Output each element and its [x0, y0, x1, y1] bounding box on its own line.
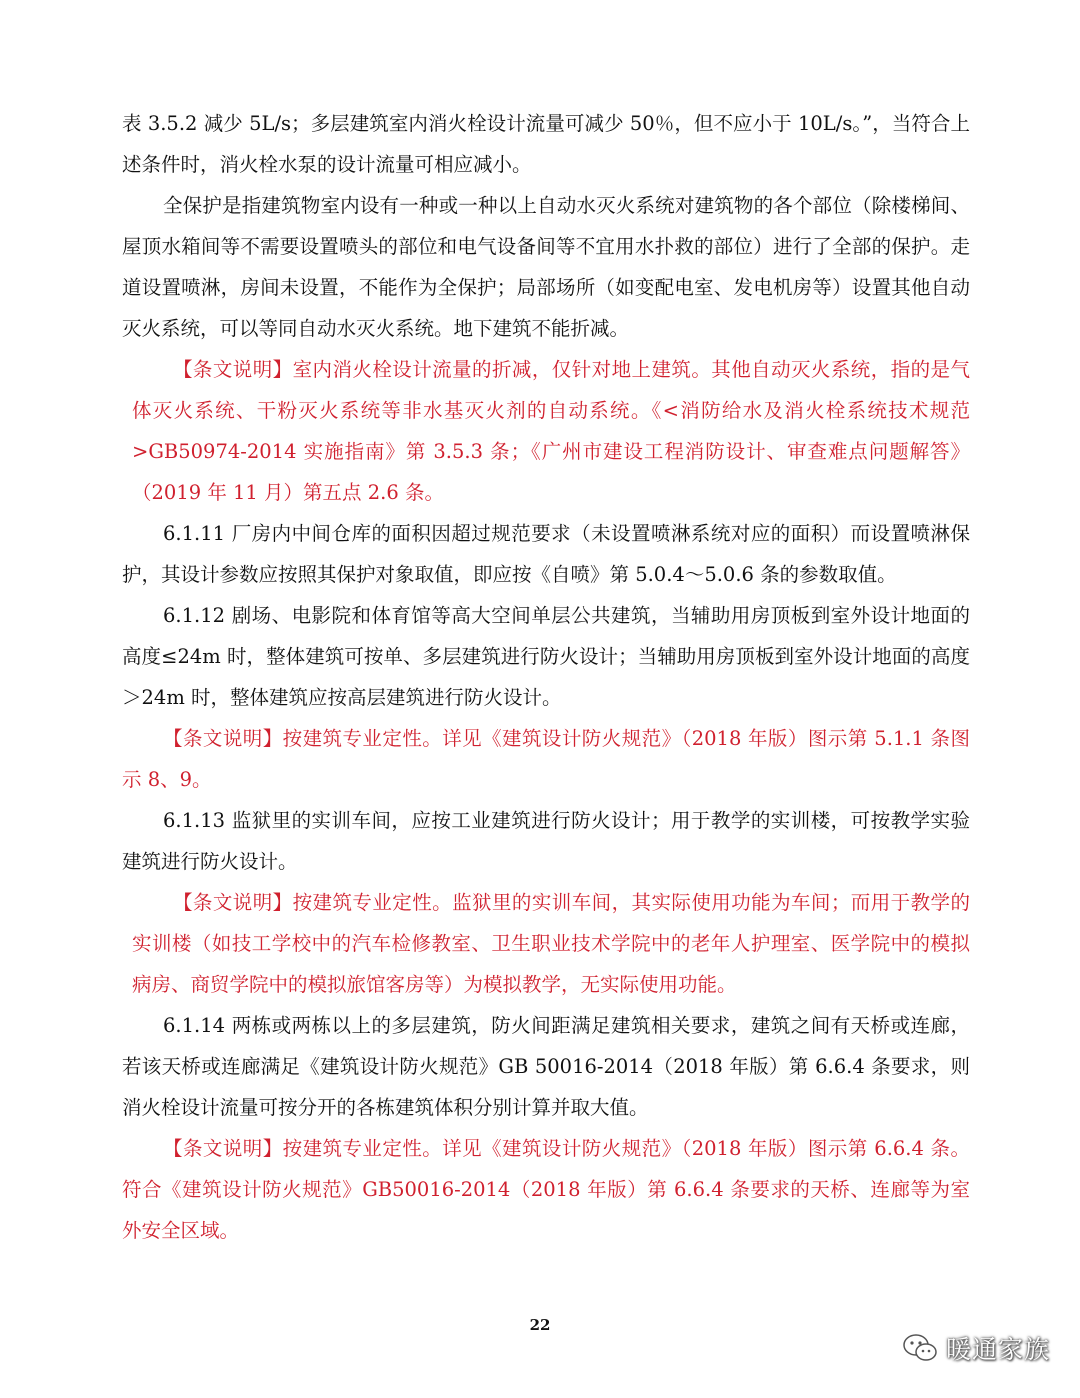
clause-6-1-13: 6.1.13 监狱里的实训车间，应按工业建筑进行防火设计；用于教学的实训楼，可按教学实验建筑进行防火设计。	[122, 809, 970, 873]
clause-6-1-14: 6.1.14 两栋或两栋以上的多层建筑，防火间距满足建筑相关要求，建筑之间有天桥或连廊，若该天桥或连廊满足《建筑设计防火规范》GB 50016-2014（2018 年版）第 6.6.4 条要求，则消火栓设计流量可按分开的各栋建筑体积分别计算并取大值。	[122, 1014, 970, 1119]
note-clause-6-1-12: 【条文说明】按建筑专业定性。详见《建筑设计防火规范》（2018 年版）图示第 5.1.1 条图示 8、9。	[122, 727, 970, 791]
clause-6-1-11: 6.1.11 厂房内中间仓库的面积因超过规范要求（未设置喷淋系统对应的面积）而设置喷淋保护，其设计参数应按照其保护对象取值，即应按《自喷》第 5.0.4～5.0.6 条的参数取值。	[122, 522, 970, 586]
note-clause-6-1-13: 【条文说明】按建筑专业定性。监狱里的实训车间，其实际使用功能为车间；而用于教学的实训楼（如技工学校中的汽车检修教室、卫生职业技术学院中的老年人护理室、医学院中的模拟病房、商贸学院中的模拟旅馆客房等）为模拟教学，无实际使用功能。	[132, 891, 970, 996]
wechat-icon	[902, 1333, 938, 1363]
note-clause-6-1-14: 【条文说明】按建筑专业定性。详见《建筑设计防火规范》（2018 年版）图示第 6.6.4 条。符合《建筑设计防火规范》GB50016-2014（2018 年版）第 6.6.4 条要求的天桥、连廊等为室外安全区域。	[122, 1137, 970, 1242]
note-indoor-hydrant-reduction: 【条文说明】室内消火栓设计流量的折减，仅针对地上建筑。其他自动灭火系统，指的是气体灭火系统、干粉灭火系统等非水基灭火剂的自动系统。《<消防给水及消火栓系统技术规范>GB50974-2014 实施指南》第 3.5.3 条；《广州市建设工程消防设计、审查难点问题解答》（2019 年 11 月）第五点 2.6 条。	[132, 358, 970, 504]
watermark-text: 暖通家族	[945, 1335, 1050, 1364]
paragraph-continuation: 表 3.5.2 减少 5L/s；多层建筑室内消火栓设计流量可减少 50％，但不应小于 10L/s。”，当符合上述条件时，消火栓水泵的设计流量可相应减小。	[122, 112, 970, 176]
wechat-watermark	[902, 1330, 1050, 1366]
clause-6-1-12: 6.1.12 剧场、电影院和体育馆等高大空间单层公共建筑，当辅助用房顶板到室外设计地面的高度≤24m 时，整体建筑可按单、多层建筑进行防火设计；当辅助用房顶板到室外设计地面的高度＞24m 时，整体建筑应按高层建筑进行防火设计。	[122, 604, 970, 709]
page-number: 22	[529, 1316, 551, 1334]
paragraph-full-protection: 全保护是指建筑物室内设有一种或一种以上自动水灭火系统对建筑物的各个部位（除楼梯间、屋顶水箱间等不需要设置喷头的部位和电气设备间等不宜用水扑救的部位）进行了全部的保护。走道设置喷淋，房间未设置，不能作为全保护；局部场所（如变配电室、发电机房等）设置其他自动灭火系统，可以等同自动水灭火系统。地下建筑不能折减。	[122, 194, 970, 340]
